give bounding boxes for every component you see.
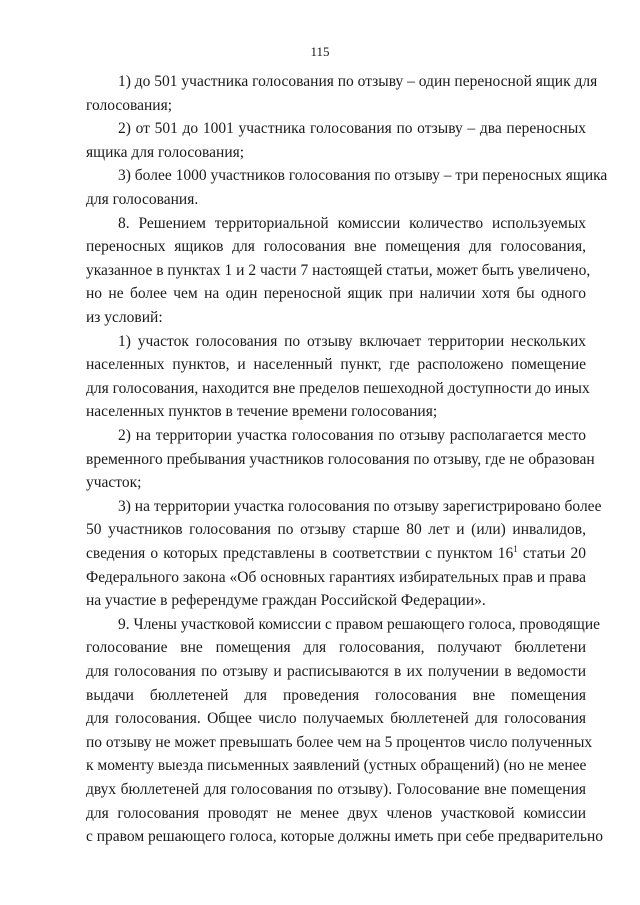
page-number: 115 xyxy=(310,44,330,59)
text-line: но не более чем на один переносной ящик при наличии хотя бы одного xyxy=(86,285,586,303)
text-line: с правом решающего голоса, которые должны иметь при себе предварительно xyxy=(86,828,603,846)
text-line: для голосования по отзыву и расписываются в их получении в ведомости xyxy=(86,663,586,680)
text-line: для голосования проводят не менее двух членов участковой комиссии xyxy=(86,804,586,822)
text-line: указанное в пунктах 1 и 2 части 7 настоящей статьи, может быть увеличено, xyxy=(86,261,591,279)
text-line: 1) до 501 участника голосования по отзыву – один переносной ящик для xyxy=(118,73,598,90)
text-line: 1) участок голосования по отзыву включает территории нескольких xyxy=(118,332,586,350)
text-line: для голосования. xyxy=(86,191,199,208)
text-line: для голосования, находится вне пределов пешеходной доступности до иных xyxy=(86,379,590,397)
text-line: временного пребывания участников голосования по отзыву, где не образован xyxy=(86,450,595,468)
text-line: 3) на территории участка голосования по отзыву зарегистрировано более xyxy=(118,497,602,515)
text-line: 2) на территории участка голосования по отзыву располагается место xyxy=(118,427,586,444)
text-line: на участие в референдуме граждан Российской Федерации». xyxy=(86,592,486,610)
text-line: из условий: xyxy=(86,309,163,326)
text-line: ящика для голосования; xyxy=(86,143,245,161)
text-line: 2) от 501 до 1001 участника голосования по отзыву – два переносных xyxy=(118,120,586,138)
text-line: 9. Члены участковой комиссии с правом решающего голоса, проводящие xyxy=(118,615,600,633)
text-line: населенных пунктов в течение времени голосования; xyxy=(86,403,438,421)
text-line: выдачи бюллетеней для проведения голосования вне помещения xyxy=(86,686,586,704)
text-line: по отзыву не может превышать более чем на 5 процентов число полученных xyxy=(86,733,593,751)
text-line: двух бюллетеней для голосования по отзыву). Голосование вне помещения xyxy=(86,781,586,798)
text-line: переносных ящиков для голосования вне помещения для голосования, xyxy=(86,238,586,256)
text-line: 8. Решением территориальной комиссии количество используемых xyxy=(118,214,586,232)
text-line: участок; xyxy=(86,474,142,492)
text-line: для голосования. Общее число получаемых бюллетеней для голосования xyxy=(86,710,586,728)
text-line: 50 участников голосования по отзыву старше 80 лет и (или) инвалидов, xyxy=(86,521,586,539)
text-line: сведения о которых представлены в соответствии с пунктом $16^1$ статьи 20 xyxy=(86,543,586,562)
text-line: населенных пунктов, и населенный пункт, где расположено помещение xyxy=(86,356,586,374)
text-line: к моменту выезда письменных заявлений (устных обращений) (но не менее xyxy=(86,757,587,775)
text-line: голосования; xyxy=(86,96,173,114)
text-line: 3) более 1000 участников голосования по отзыву – три переносных ящика xyxy=(118,167,608,185)
text-line: Федерального закона «Об основных гарантиях избирательных прав и права xyxy=(86,568,586,586)
text-line: голосование вне помещения для голосования, получают бюллетени xyxy=(86,639,586,657)
footnote-superscript: 1 xyxy=(513,543,518,554)
